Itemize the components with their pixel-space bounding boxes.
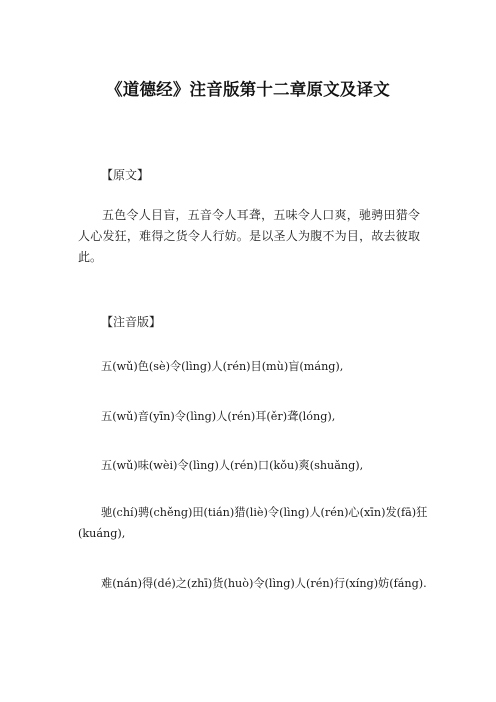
pinyin-line: 五(wǔ)味(wèi)令(lìng)人(rén)口(kǒu)爽(shuǎng), <box>101 459 364 472</box>
original-paragraph: 五色令人目盲，五音令人耳聋，五味令人口爽，驰骋田猎令人心发狂，难得之货令人行妨。是以圣人为腹不为目，故去彼取此。 <box>78 208 420 264</box>
pinyin-line: 驰(chí)骋(chěng)田(tián)猎(liè)令(lìng)人(rén)心(xīn)发(fā)狂(kuáng), <box>78 506 428 540</box>
pinyin-line: 难(nán)得(dé)之(zhī)货(huò)令(lìng)人(rén)行(xíng)妨(fáng). <box>101 577 427 590</box>
pinyin-line: 五(wǔ)色(sè)令(lìng)人(rén)目(mù)盲(máng), <box>101 360 344 373</box>
original-heading: 【原文】 <box>101 168 150 182</box>
pinyin-line: 五(wǔ)音(yīn)令(lìng)人(rén)耳(ěr)聋(lóng), <box>101 410 336 423</box>
pinyin-heading: 【注音版】 <box>101 315 162 329</box>
document-title: 《道德经》注音版第十二章原文及译文 <box>106 80 390 99</box>
